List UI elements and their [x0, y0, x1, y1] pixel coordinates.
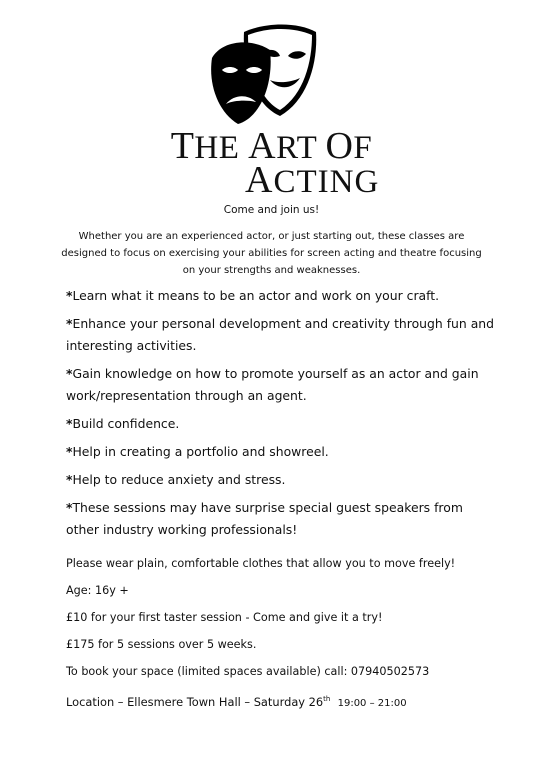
bullet-highlight: portfolio: [186, 444, 239, 459]
list-item: [66, 285, 496, 307]
location-text: Location – Ellesmere Town Hall – Saturday 26: [66, 694, 324, 709]
list-item: [66, 363, 496, 407]
list-item: [66, 497, 496, 541]
bullet-star: *: [66, 288, 73, 303]
session-time: 19:00 – 21:00: [337, 697, 407, 709]
title-line-2: [245, 158, 379, 202]
list-item: [66, 469, 496, 491]
bullet-star: *: [66, 472, 73, 487]
bullet-highlight: showreel.: [269, 444, 329, 459]
booking-phone: To book your space (limited spaces available) call: 07940502573: [66, 665, 430, 678]
title-line-2-text: ACTING: [245, 159, 380, 201]
bullet-star: *: [66, 366, 73, 381]
bullet-text: .: [435, 288, 440, 303]
bullet-text: and: [238, 444, 270, 459]
bullet-highlight: personal development: [161, 316, 301, 331]
bullet-highlight: reduce anxiety: [121, 472, 214, 487]
bullet-highlight: work on your craft: [321, 288, 436, 303]
tagline: Come and join us!: [223, 204, 320, 216]
bullet-star: *: [66, 316, 73, 331]
bullet-text: Gain knowledge on how to promote yourself as an actor and: [72, 366, 452, 381]
theatre-masks-icon: [208, 22, 320, 126]
session-info: [66, 556, 496, 723]
age-requirement: Age: 16y +: [66, 584, 129, 597]
clothing-note: Please wear plain, comfortable clothes that allow you to move freely!: [66, 557, 456, 570]
bullet-highlight: surprise special guest speakers: [235, 500, 431, 515]
bullet-star: *: [66, 416, 73, 431]
bullet-highlight: Build confidence: [72, 416, 176, 431]
taster-price: £10 for your first taster session - Come and give it a try!: [66, 611, 383, 624]
bullet-text: Learn what it means to be an actor and: [72, 288, 322, 303]
bullet-text: Enhance your: [72, 316, 162, 331]
bullet-text: from other industry working professionals!: [66, 500, 463, 537]
bullet-highlight: gain work/representation through an agent.: [66, 366, 479, 403]
date-suffix: th: [323, 695, 331, 703]
list-item: [66, 313, 496, 357]
location-line: [66, 691, 496, 712]
bullet-text: Help to: [72, 472, 122, 487]
bullet-text: Help in creating a: [72, 444, 187, 459]
bullet-star: *: [66, 444, 73, 459]
title-line-1-text: THE ART OF: [170, 125, 373, 167]
bullet-text: and creativity through fun and interesting activities.: [66, 316, 495, 353]
bullet-text: .: [175, 416, 180, 431]
benefits-list: [66, 285, 496, 547]
list-item: [66, 413, 496, 435]
intro-paragraph: Whether you are an experienced actor, or just starting out, these classes are designed to focus on exercising your abilities for screen acting and theatre focusing on your strengths and weaknesses.: [61, 231, 482, 276]
course-price: £175 for 5 sessions over 5 weeks.: [66, 638, 257, 651]
bullet-text: These sessions may have: [72, 500, 236, 515]
list-item: [66, 441, 496, 463]
bullet-star: *: [66, 500, 73, 515]
bullet-text: and stress.: [213, 472, 286, 487]
